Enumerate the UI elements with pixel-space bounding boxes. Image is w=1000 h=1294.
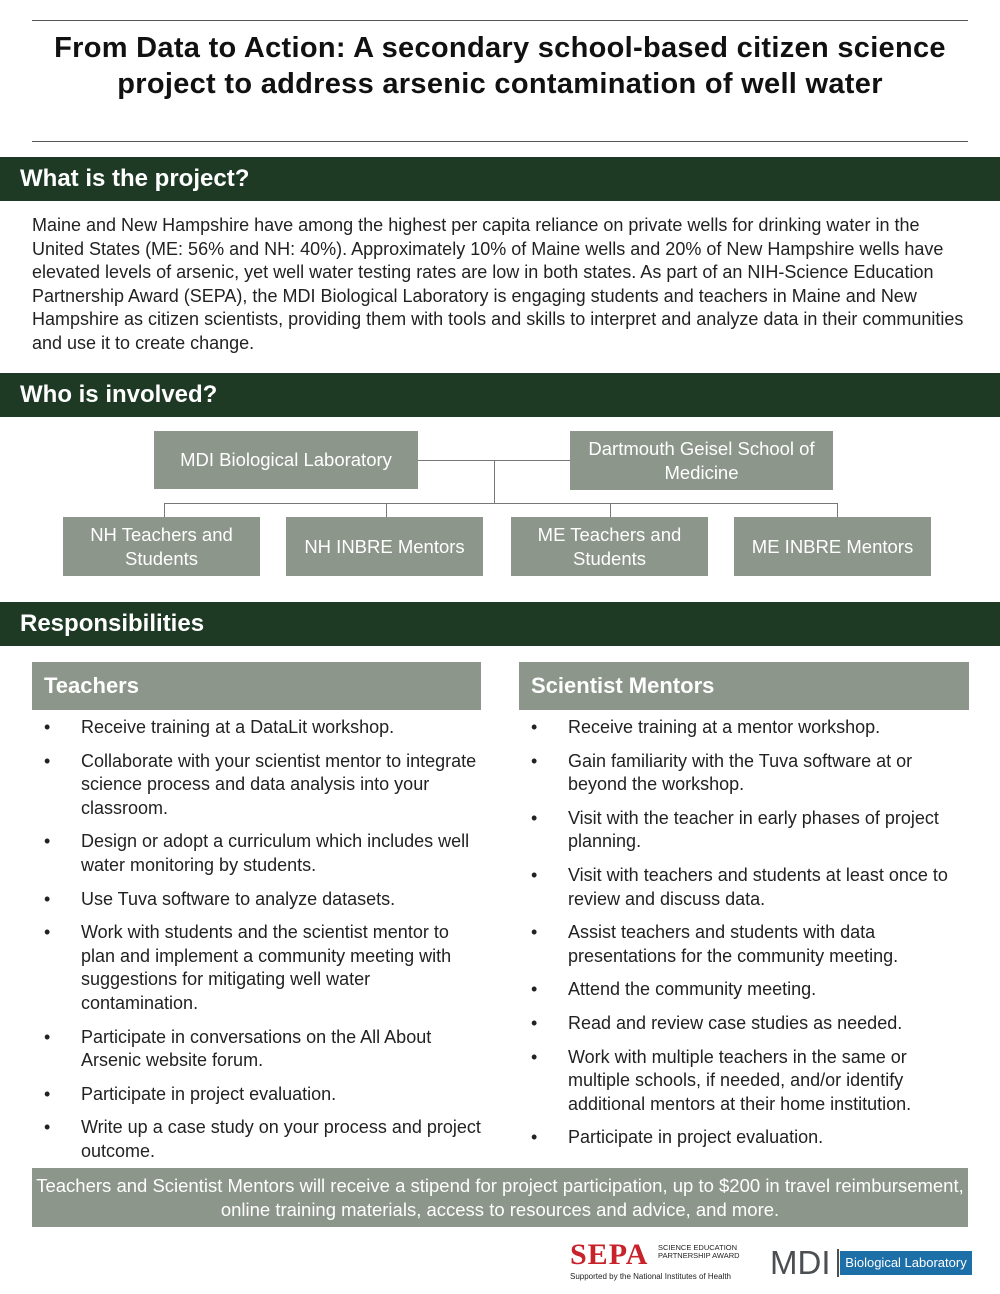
- bullet: •: [531, 717, 538, 737]
- list-item: [519, 716, 969, 740]
- list-item: [519, 864, 969, 911]
- list-item: [32, 830, 481, 877]
- connector-drop-2: [386, 503, 387, 517]
- teachers-heading: Teachers: [32, 662, 481, 710]
- mdi-logo-label: Biological Laboratory: [840, 1251, 972, 1275]
- bullet: •: [531, 864, 538, 885]
- list-item-text: Participate in project evaluation.: [81, 1083, 337, 1104]
- list-item-text: Receive training at a DataLit workshop.: [81, 717, 395, 737]
- sepa-logo: [570, 1240, 760, 1284]
- bullet: •: [44, 1083, 51, 1104]
- stipend-note: Teachers and Scientist Mentors will receive a stipend for project participation, up to $200 in travel reimbursement, online training materials, access to resources and advice, and more.: [32, 1168, 968, 1227]
- section-heading-responsibilities: Responsibilities: [0, 602, 1000, 646]
- bullet: •: [531, 1046, 538, 1067]
- list-item: [32, 1026, 481, 1073]
- teachers-list: [32, 716, 481, 1174]
- connector-drop-4: [837, 503, 838, 517]
- sepa-sub-line-2: PARTNERSHIP AWARD: [658, 1251, 740, 1260]
- list-item-text: Use Tuva software to analyze datasets.: [81, 888, 396, 909]
- list-item-text: Work with multiple teachers in the same or multiple schools, if needed, and/or identify additional mentors at their home institution.: [568, 1046, 912, 1114]
- bullet: •: [531, 750, 538, 771]
- page-title: From Data to Action: A secondary school-based citizen science project to address arsenic contamination of well water: [54, 32, 946, 100]
- list-item-text: Work with students and the scientist mentor to plan and implement a community meeting with suggestions for mitigating well water contamination.: [81, 922, 452, 1013]
- org-dartmouth: Dartmouth Geisel School of Medicine: [570, 431, 833, 490]
- bullet: •: [531, 1012, 538, 1033]
- bullet: •: [531, 922, 538, 943]
- list-item-text: Visit with the teacher in early phases of project planning.: [568, 807, 939, 852]
- list-item-text: Assist teachers and students with data presentations for the community meeting.: [568, 922, 899, 966]
- org-nh-teachers: NH Teachers and Students: [63, 517, 260, 576]
- list-item-text: Attend the community meeting.: [568, 979, 817, 1000]
- bullet: •: [44, 717, 51, 737]
- list-item: [519, 750, 969, 797]
- connector-trunk: [494, 460, 495, 503]
- list-item: [519, 978, 969, 1002]
- mdi-logo-divider: [837, 1249, 839, 1277]
- bullet: •: [44, 1026, 51, 1047]
- list-item: [32, 888, 481, 912]
- sepa-nih-credit: Supported by the National Institutes of Health: [570, 1272, 731, 1281]
- bullet: •: [44, 750, 51, 771]
- list-item-text: Design or adopt a curriculum which includes well water monitoring by students.: [81, 831, 470, 875]
- list-item-text: Read and review case studies as needed.: [568, 1012, 903, 1033]
- list-item-text: Participate in project evaluation.: [568, 1127, 824, 1148]
- list-item: [519, 807, 969, 854]
- list-item: [519, 1012, 969, 1036]
- mentors-list: [519, 716, 969, 1160]
- sepa-logo-subtitle: [658, 1244, 740, 1260]
- list-item: [32, 716, 481, 740]
- title-top-rule: [32, 20, 968, 21]
- list-item: [519, 1046, 969, 1117]
- mentors-heading: Scientist Mentors: [519, 662, 969, 710]
- title-bottom-rule: [32, 141, 968, 142]
- list-item: [32, 1083, 481, 1107]
- project-description: Maine and New Hampshire have among the highest per capita reliance on private wells for drinking water in the United States (ME: 56% and NH: 40%). Approximately 10% of Maine wells and 20% of New Hampshire wells have elevated levels of arsenic, yet well water testing rates are low in both states. As part of an NIH-Science Education Partnership Award (SEPA), the MDI Biological Laboratory is engaging students and teachers in Maine and New Hampshire as citizen scientists, providing them with tools and skills to interpret and analyze data in their communities and use it to create change.: [32, 215, 964, 353]
- list-item: [32, 921, 481, 1015]
- list-item: [32, 1116, 481, 1163]
- bullet: •: [44, 922, 51, 943]
- list-item: [519, 921, 969, 968]
- list-item: [32, 750, 481, 821]
- list-item-text: Visit with teachers and students at least once to review and discuss data.: [568, 864, 948, 909]
- list-item-text: Write up a case study on your process and project outcome.: [81, 1117, 481, 1161]
- connector-drop-3: [610, 503, 611, 517]
- bullet: •: [531, 807, 538, 828]
- org-mdi-lab: MDI Biological Laboratory: [154, 431, 418, 489]
- list-item: [519, 1126, 969, 1150]
- section-heading-what: What is the project?: [0, 157, 1000, 201]
- connector-drop-1: [164, 503, 165, 517]
- bullet: •: [531, 1127, 538, 1148]
- org-nh-mentors: NH INBRE Mentors: [286, 517, 483, 576]
- bullet: •: [44, 1117, 51, 1138]
- section-heading-who: Who is involved?: [0, 373, 1000, 417]
- org-me-mentors: ME INBRE Mentors: [734, 517, 931, 576]
- sepa-logo-word: SEPA: [570, 1238, 649, 1271]
- list-item-text: Collaborate with your scientist mentor to integrate science process and data analysis into your classroom.: [81, 750, 477, 818]
- bullet: •: [531, 979, 538, 1000]
- mdi-logo-word: MDI: [770, 1244, 831, 1281]
- bullet: •: [44, 888, 51, 909]
- sepa-sub-line-1: SCIENCE EDUCATION: [658, 1243, 738, 1252]
- org-me-teachers: ME Teachers and Students: [511, 517, 708, 576]
- list-item-text: Receive training at a mentor workshop.: [568, 717, 881, 737]
- bullet: •: [44, 831, 51, 852]
- list-item-text: Participate in conversations on the All About Arsenic website forum.: [81, 1026, 432, 1071]
- connector-branch: [164, 503, 838, 504]
- list-item-text: Gain familiarity with the Tuva software at or beyond the workshop.: [568, 750, 913, 795]
